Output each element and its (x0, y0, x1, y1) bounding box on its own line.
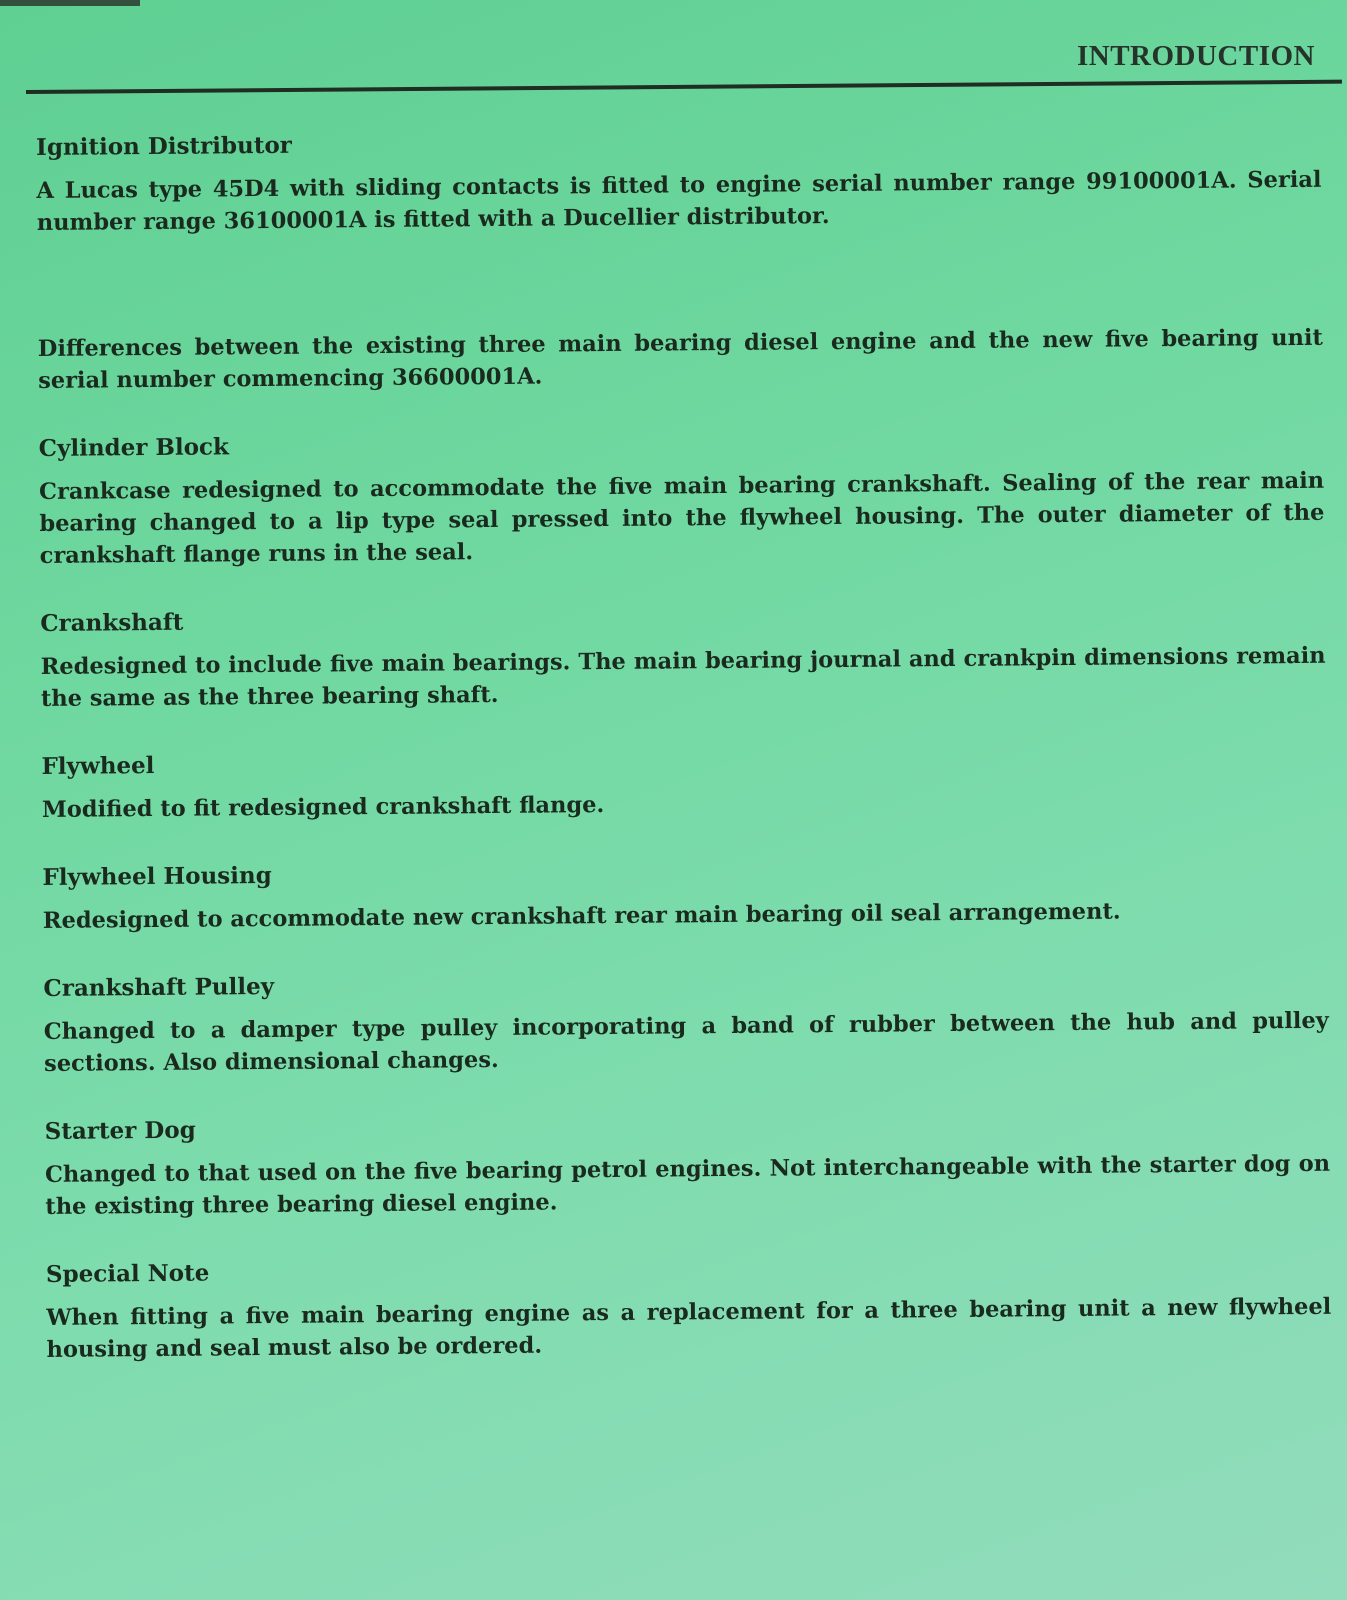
section-heading: Ignition Distributor (36, 131, 292, 161)
section-ignition-distributor (36, 123, 1322, 239)
section-starter-dog (45, 1107, 1331, 1223)
section-paragraph: A Lucas type 45D4 with sliding contacts is fitted to engine serial number range 99100001A. Serial number range 36100001A is fitted with a Ducellier distributor. (36, 166, 1322, 236)
section-paragraph: Redesigned to accommodate new crankshaft rear main bearing oil seal arrangement. (42, 898, 1121, 934)
section-heading: Flywheel Housing (42, 861, 272, 891)
section-heading: Crankshaft (40, 608, 184, 637)
page-header-title: INTRODUCTION (1076, 40, 1315, 72)
document-body (36, 123, 1332, 1404)
header-divider (26, 80, 1342, 94)
section-paragraph: When fitting a five main bearing engine as a replacement for a three bearing unit a new flywheel housing and seal must also be ordered. (46, 1293, 1332, 1363)
section-paragraph: Crankcase redesigned to accommodate the five main bearing crankshaft. Sealing of the rear main bearing changed to a lip type seal pressed into the flywheel housing. The outer diameter of the crankshaft flange runs in the seal. (39, 467, 1325, 569)
section-heading: Crankshaft Pulley (43, 972, 275, 1002)
section-crankshaft-pulley (43, 964, 1329, 1080)
section-paragraph: Redesigned to include five main bearings. The main bearing journal and crankpin dimensions remain the same as the three bearing shaft. (40, 642, 1326, 712)
section-differences-intro (38, 322, 1324, 397)
page-corner-shadow (0, 0, 140, 6)
section-cylinder-block (39, 424, 1325, 572)
section-paragraph: Modified to fit redesigned crankshaft flange. (41, 792, 605, 823)
section-flywheel-housing (42, 853, 1328, 937)
section-flywheel (41, 742, 1327, 826)
section-heading: Starter Dog (44, 1116, 196, 1145)
section-heading: Cylinder Block (38, 433, 230, 462)
section-heading: Special Note (45, 1259, 210, 1288)
section-crankshaft (40, 599, 1326, 715)
section-paragraph: Changed to a damper type pulley incorporating a band of rubber between the hub and pulley sections. Also dimensional changes. (43, 1007, 1329, 1077)
section-paragraph: Changed to that used on the five bearing petrol engines. Not interchangeable with the starter dog on the existing three bearing diesel engine. (44, 1150, 1331, 1220)
section-heading: Flywheel (41, 751, 155, 780)
section-paragraph: Differences between the existing three main bearing diesel engine and the new five bearing unit serial number commencing 36600001A. (37, 324, 1323, 394)
section-special-note (46, 1250, 1332, 1366)
